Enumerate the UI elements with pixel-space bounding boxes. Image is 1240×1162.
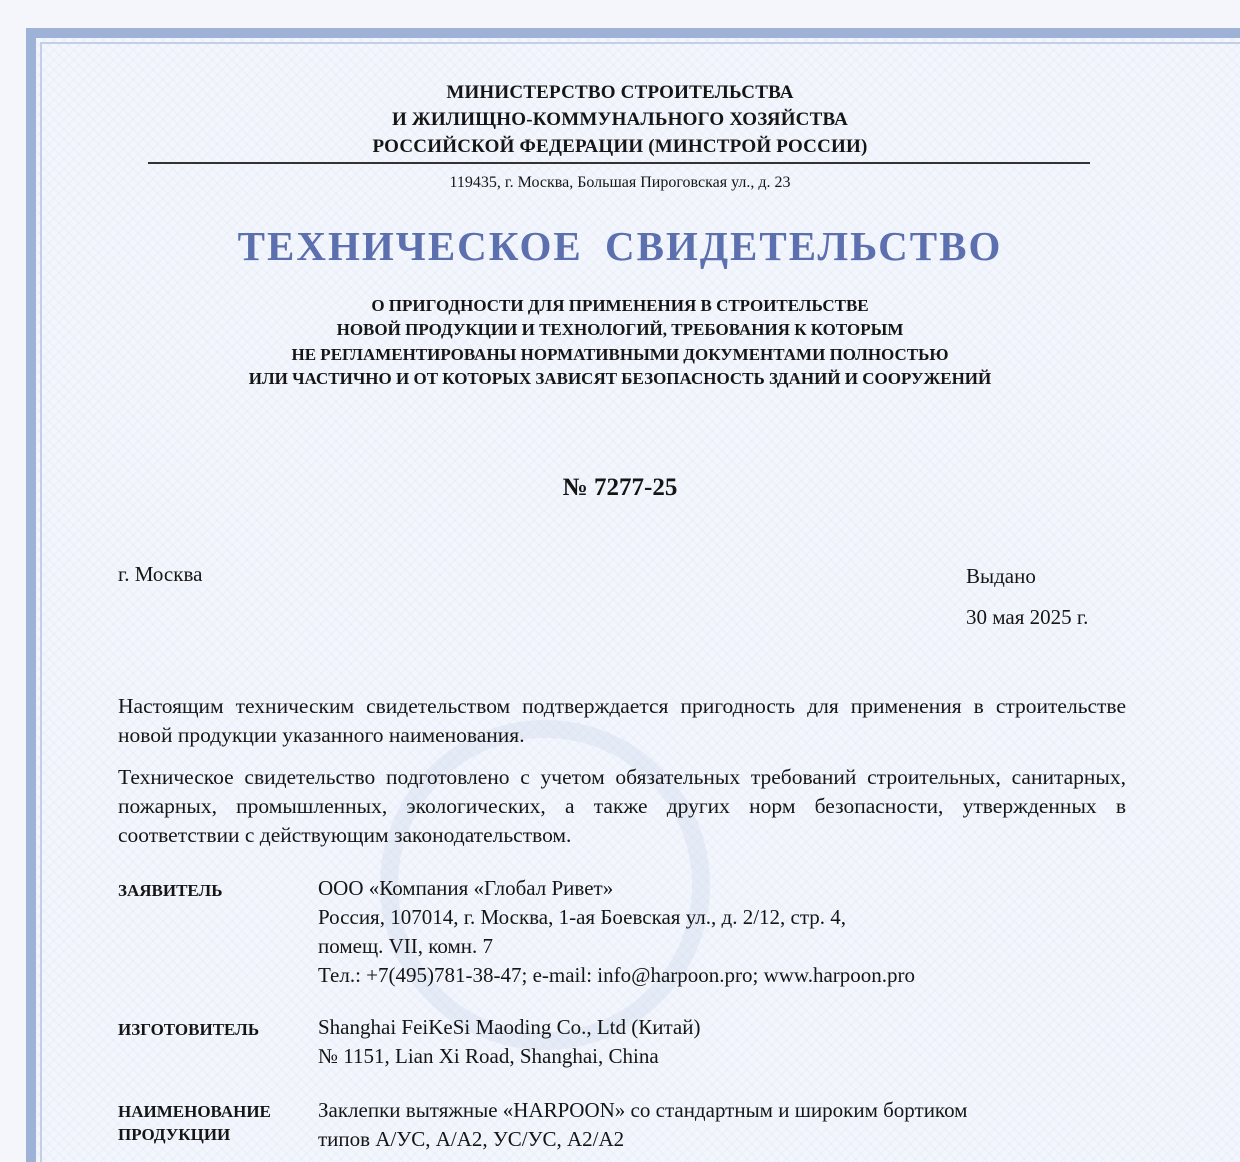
applicant-label: ЗАЯВИТЕЛЬ: [118, 881, 223, 900]
document-title: ТЕХНИЧЕСКОЕ СВИДЕТЕЛЬСТВО: [237, 223, 1003, 269]
applicant-name: ООО «Компания «Глобал Ривет»: [318, 876, 614, 900]
product-name-line-1: Заклепки вытяжные «HARPOON» со стандартным и широким бортиком: [318, 1098, 968, 1122]
applicant-contacts: Тел.: +7(495)781-38-47; e-mail: info@harpoon.pro; www.harpoon.pro: [318, 963, 916, 987]
document-subtitle-line-4: ИЛИ ЧАСТИЧНО И ОТ КОТОРЫХ ЗАВИСЯТ БЕЗОПАСНОСТЬ ЗДАНИЙ И СООРУЖЕНИЙ: [248, 369, 992, 388]
document-subtitle-line-1: О ПРИГОДНОСТИ ДЛЯ ПРИМЕНЕНИЯ В СТРОИТЕЛЬСТВЕ: [371, 296, 869, 315]
requirements-paragraph: Техническое свидетельство подготовлено с учетом обязательных требований строительных, санитарных, пожарных, промышленных, экологических, а также других норм безопасности, утвержденных в соответствии с действующим законодательством.: [118, 765, 1126, 847]
ministry-name-line-3: РОССИЙСКОЙ ФЕДЕРАЦИИ (МИНСТРОЙ РОССИИ): [372, 136, 868, 157]
ministry-name-line-1: МИНИСТЕРСТВО СТРОИТЕЛЬСТВА: [446, 82, 794, 103]
manufacturer-address: № 1151, Lian Xi Road, Shanghai, China: [318, 1044, 659, 1068]
ministry-name-line-2: И ЖИЛИЩНО-КОММУНАЛЬНОГО ХОЗЯЙСТВА: [391, 109, 849, 130]
manufacturer-name: Shanghai FeiKeSi Maoding Co., Ltd (Китай): [318, 1015, 701, 1039]
applicant-address-line-1: Россия, 107014, г. Москва, 1-ая Боевская ул., д. 2/12, стр. 4,: [318, 905, 847, 929]
header-divider: [148, 162, 1090, 164]
issue-date: 30 мая 2025 г.: [966, 605, 1089, 629]
product-label-line-2: ПРОДУКЦИИ: [118, 1125, 231, 1144]
document-subtitle-line-2: НОВОЙ ПРОДУКЦИИ И ТЕХНОЛОГИЙ, ТРЕБОВАНИЯ К КОТОРЫМ: [336, 320, 904, 339]
issue-city: г. Москва: [118, 562, 203, 586]
product-name-line-2: типов А/УС, А/А2, УС/УС, А2/А2: [318, 1127, 625, 1151]
issued-label: Выдано: [966, 564, 1036, 588]
product-label-line-1: НАИМЕНОВАНИЕ: [118, 1102, 271, 1121]
certificate-number: № 7277-25: [562, 474, 678, 501]
document-subtitle-line-3: НЕ РЕГЛАМЕНТИРОВАНЫ НОРМАТИВНЫМИ ДОКУМЕНТАМИ ПОЛНОСТЬЮ: [291, 345, 949, 364]
applicant-address-line-2: помещ. VII, комн. 7: [318, 934, 494, 958]
confirmation-paragraph: Настоящим техническим свидетельством подтверждается пригодность для применения в строительстве новой продукции указанного наименования.: [118, 694, 1126, 747]
manufacturer-label: ИЗГОТОВИТЕЛЬ: [118, 1020, 260, 1039]
ministry-address: 119435, г. Москва, Большая Пироговская ул., д. 23: [449, 174, 791, 191]
